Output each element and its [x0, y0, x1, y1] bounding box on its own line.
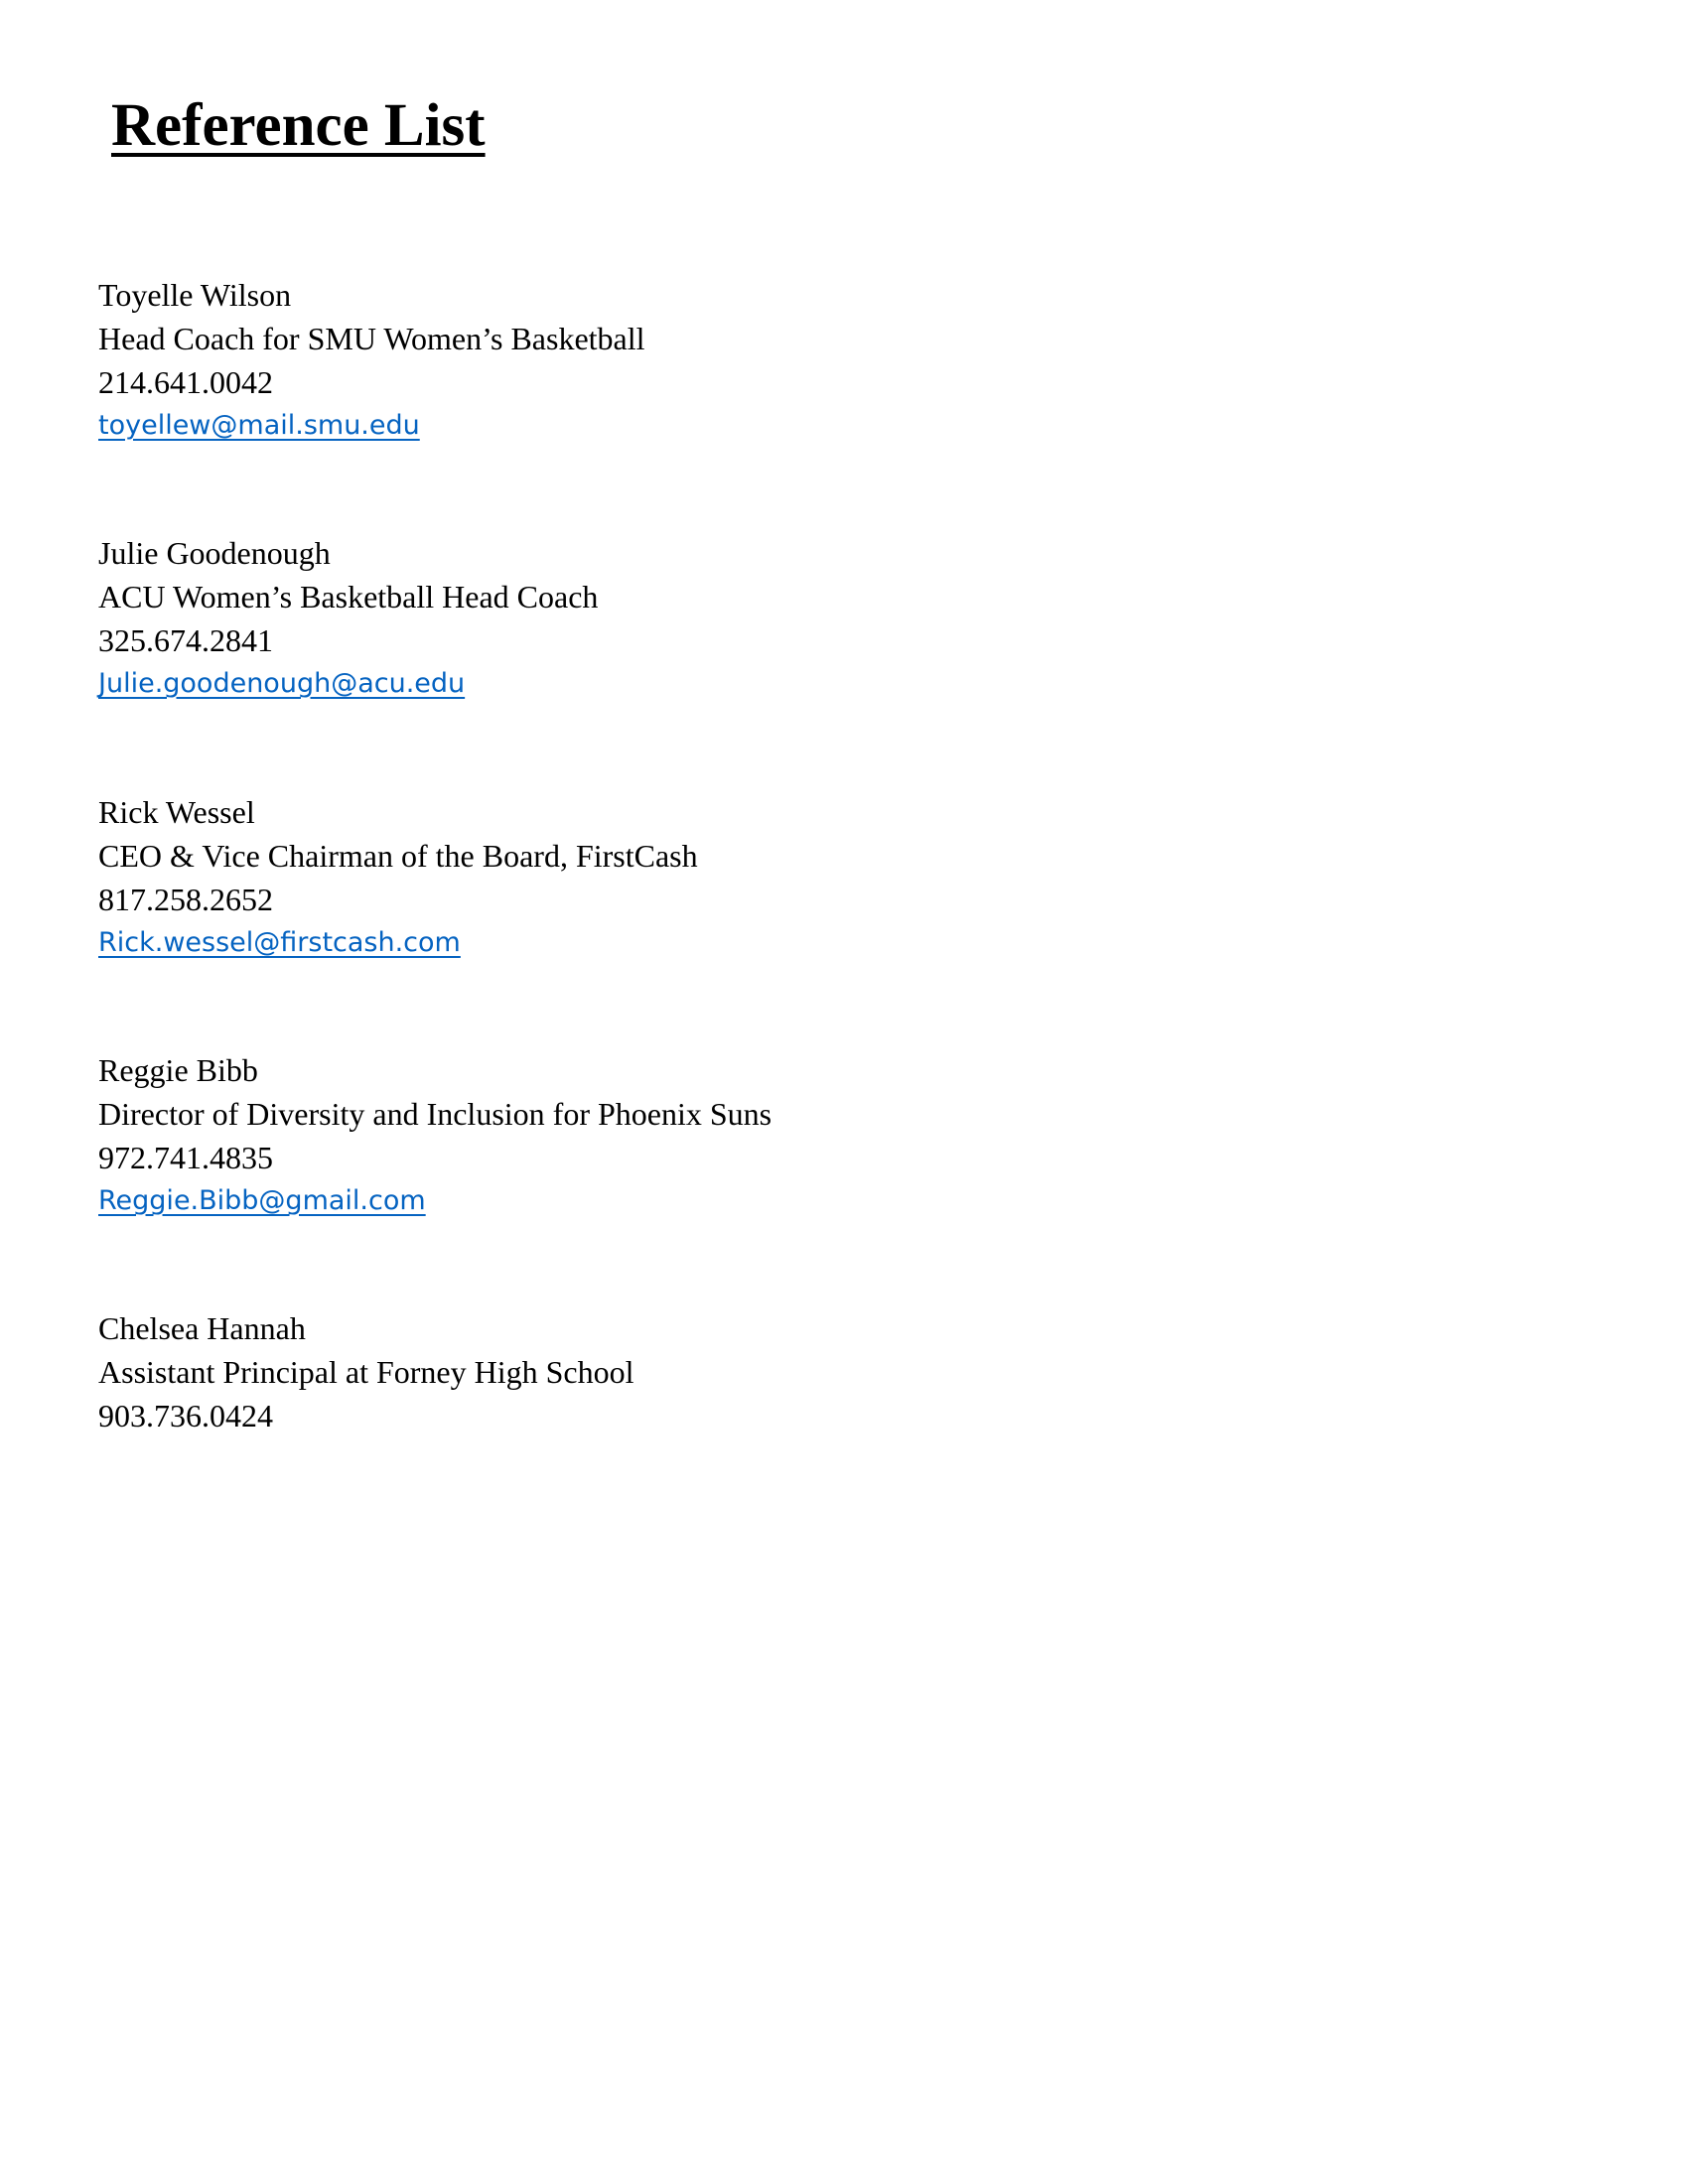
reference-name: Rick Wessel — [98, 794, 255, 830]
reference-position: Assistant Principal at Forney High School — [98, 1354, 634, 1390]
reference-name: Reggie Bibb — [98, 1052, 258, 1088]
reference-email-link[interactable]: toyellew@mail.smu.edu — [98, 410, 420, 441]
reference-phone: 972.741.4835 — [98, 1140, 273, 1175]
reference-name: Julie Goodenough — [98, 535, 331, 571]
reference-position: Director of Diversity and Inclusion for Phoenix Suns — [98, 1096, 773, 1132]
page-title: Reference List — [111, 92, 486, 159]
reference-phone: 325.674.2841 — [98, 622, 273, 658]
reference-phone: 903.736.0424 — [98, 1398, 273, 1433]
reference-entry — [98, 531, 1488, 706]
reference-entry — [98, 790, 1488, 965]
reference-name: Chelsea Hannah — [98, 1310, 306, 1346]
reference-position: Head Coach for SMU Women’s Basketball — [98, 321, 645, 356]
reference-entry — [98, 273, 1488, 448]
reference-phone: 214.641.0042 — [98, 364, 273, 400]
reference-entry — [98, 1048, 1488, 1223]
reference-name: Toyelle Wilson — [98, 277, 292, 313]
reference-email-link[interactable]: Julie.goodenough@acu.edu — [98, 668, 466, 699]
reference-position: CEO & Vice Chairman of the Board, FirstCash — [98, 838, 698, 874]
reference-position: ACU Women’s Basketball Head Coach — [98, 579, 599, 614]
reference-email-link[interactable]: Rick.wessel@firstcash.com — [98, 927, 461, 958]
reference-phone: 817.258.2652 — [98, 882, 273, 917]
reference-entry — [98, 1306, 1488, 1437]
reference-email-link[interactable]: Reggie.Bibb@gmail.com — [98, 1185, 426, 1216]
